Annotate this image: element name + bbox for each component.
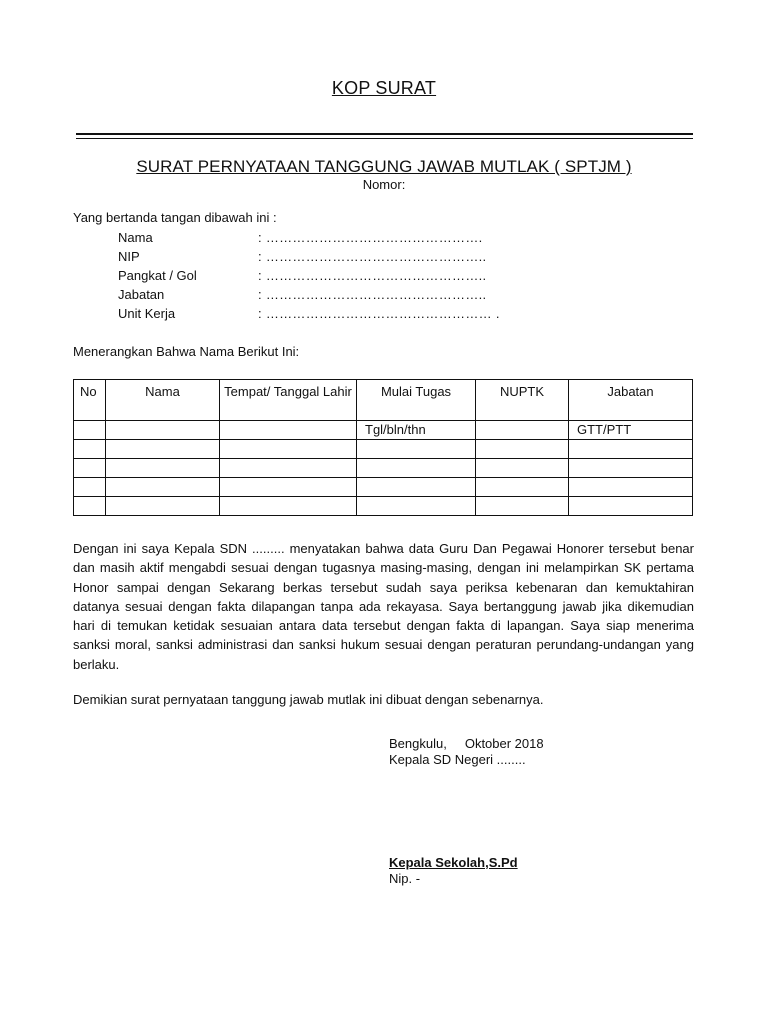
- table-cell: [476, 459, 569, 478]
- table-cell: [106, 497, 220, 516]
- table-row: [74, 440, 693, 459]
- table-cell: [476, 497, 569, 516]
- table-header-row: [74, 380, 693, 421]
- table-cell: [220, 459, 357, 478]
- table-cell: [220, 478, 357, 497]
- menerangkan-text: Menerangkan Bahwa Nama Berikut Ini:: [73, 344, 300, 359]
- letterhead-divider-thick: [76, 133, 693, 135]
- signature-date: Oktober 2018: [464, 736, 544, 751]
- table-cell: [74, 459, 106, 478]
- document-title: SURAT PERNYATAAN TANGGUNG JAWAB MUTLAK ( SPTJM ): [136, 157, 632, 176]
- field-label-unit-kerja: Unit Kerja: [118, 306, 176, 321]
- table-header-cell: No: [74, 380, 106, 421]
- table-cell: [569, 497, 693, 516]
- table-cell: [106, 459, 220, 478]
- table-header-cell: Jabatan: [569, 380, 693, 421]
- table-cell: [74, 497, 106, 516]
- paragraph-line: Dengan ini saya Kepala SDN ......... menyatakan bahwa data Guru Dan Pegawai Honorer tersebut benar: [73, 541, 694, 556]
- paragraph-line: Honor sampai dengan Sekarang berkas tersebut sudah saya periksa kebenaran dan kemuktahiran: [73, 579, 694, 595]
- table-cell: [357, 497, 476, 516]
- table-cell: [476, 421, 569, 440]
- table-cell: Tgl/bln/thn: [357, 421, 476, 440]
- closing-text: Demikian surat pernyataan tanggung jawab mutlak ini dibuat dengan sebenarnya.: [73, 692, 544, 707]
- intro-text: Yang bertanda tangan dibawah ini :: [73, 210, 277, 225]
- signature-nip: Nip. -: [389, 871, 421, 886]
- table-header-cell: Mulai Tugas: [357, 380, 476, 421]
- table-cell: [569, 440, 693, 459]
- nomor-label: Nomor:: [362, 177, 406, 192]
- table-cell: GTT/PTT: [569, 421, 693, 440]
- statement-paragraph: [73, 539, 694, 674]
- field-value-unit-kerja: : …………………………………………… .: [258, 306, 500, 321]
- paragraph-line: datanya sesuai dengan fakta dilapangan tanpa ada rekayasa. Saya bertanggung jawab jika dikemudian: [73, 598, 694, 614]
- table-cell: [220, 497, 357, 516]
- signature-place: Bengkulu,: [389, 736, 447, 751]
- field-label-nip: NIP: [118, 249, 140, 264]
- signature-position: Kepala SD Negeri ........: [389, 752, 526, 767]
- table-header-cell: Nama: [106, 380, 220, 421]
- table-cell: [106, 421, 220, 440]
- table-cell: [74, 478, 106, 497]
- field-value-nama: : ………………………………………….: [258, 230, 483, 245]
- field-value-jabatan: : …………………………………………..: [258, 287, 487, 302]
- paragraph-line: dan masih aktif mengabdi sesuai dengan tugasnya masing-masing, dengan ini melampirkan SK pertama: [73, 560, 694, 576]
- field-value-pangkat: : …………………………………………..: [258, 268, 487, 283]
- signature-name: Kepala Sekolah,S.Pd: [389, 855, 518, 870]
- table-cell: [220, 440, 357, 459]
- paragraph-line: hari di temukan ketidak sesuaian antara data tersebut dengan fakta di lapangan. Saya siap menerima: [73, 618, 694, 634]
- table-row: [74, 459, 693, 478]
- field-label-jabatan: Jabatan: [118, 287, 165, 302]
- table-cell: [357, 459, 476, 478]
- table-header-cell: NUPTK: [476, 380, 569, 421]
- table-cell: [569, 478, 693, 497]
- table-row: [74, 478, 693, 497]
- field-label-pangkat: Pangkat / Gol: [118, 268, 197, 283]
- table-row: [74, 497, 693, 516]
- table-cell: [357, 478, 476, 497]
- table-cell: [74, 440, 106, 459]
- paragraph-line: berlaku.: [73, 656, 120, 672]
- signature-place-date: [389, 736, 544, 751]
- field-value-nip: : …………………………………………..: [258, 249, 487, 264]
- table-cell: [106, 440, 220, 459]
- table-cell: [357, 440, 476, 459]
- paragraph-line: sanksi moral, sanksi administrasi dan sanksi hukum sesuai dengan peraturan perundang-undangan yang: [73, 637, 694, 653]
- table-row: [74, 421, 693, 440]
- staff-table: [73, 379, 693, 516]
- table-cell: [476, 478, 569, 497]
- field-label-nama: Nama: [118, 230, 153, 245]
- table-cell: [220, 421, 357, 440]
- table-cell: [569, 459, 693, 478]
- table-cell: [476, 440, 569, 459]
- letterhead-kop: KOP SURAT: [331, 78, 437, 98]
- table-cell: [106, 478, 220, 497]
- table-header-cell: Tempat/ Tanggal Lahir: [220, 380, 357, 421]
- table-cell: [74, 421, 106, 440]
- letterhead-divider-thin: [76, 138, 693, 139]
